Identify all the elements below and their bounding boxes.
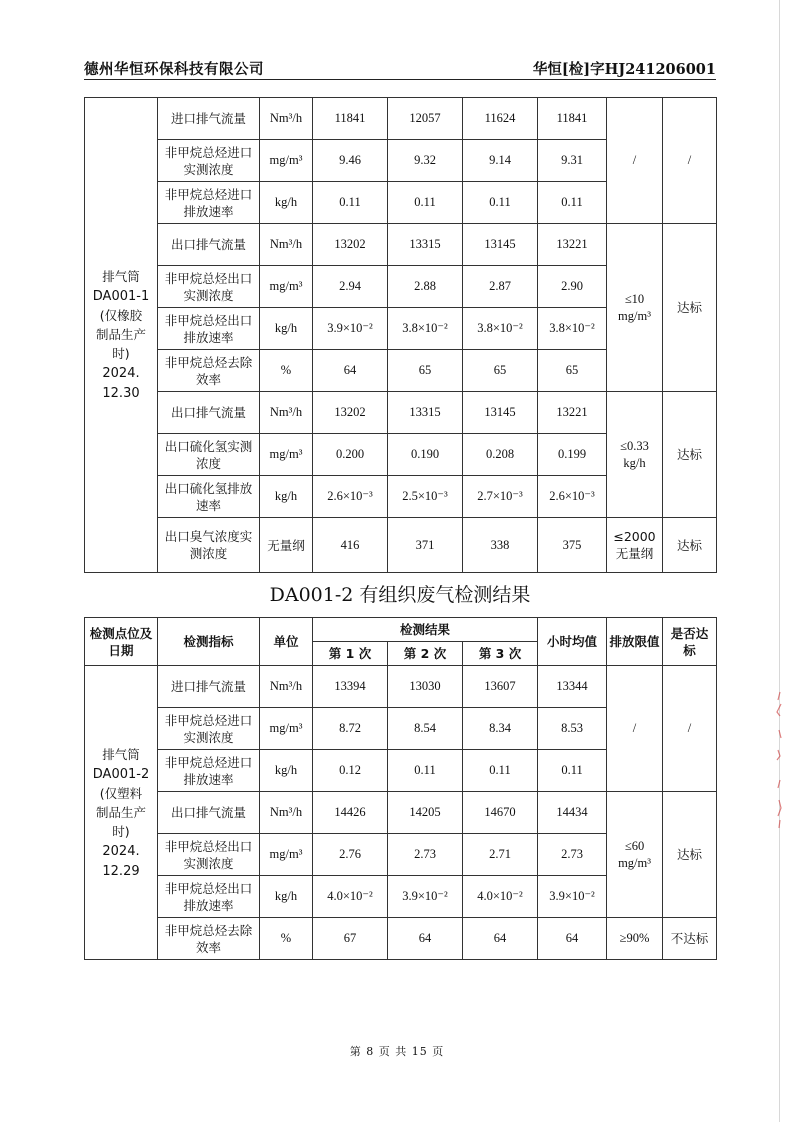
average-cell: 13344 (538, 666, 607, 708)
run3-cell: 0.11 (463, 182, 538, 224)
average-cell: 2.6×10⁻³ (538, 476, 607, 518)
company-name: 德州华恒环保科技有限公司 (84, 61, 264, 78)
run3-cell: 3.8×10⁻² (463, 308, 538, 350)
run1-cell: 3.9×10⁻² (313, 308, 388, 350)
red-ink-mark (772, 690, 786, 830)
run3-cell: 13145 (463, 392, 538, 434)
run3-cell: 0.11 (463, 750, 538, 792)
run3-cell: 338 (463, 518, 538, 573)
run2-cell: 0.11 (388, 182, 463, 224)
run1-cell: 0.12 (313, 750, 388, 792)
run3-cell: 13145 (463, 224, 538, 266)
header-compliant: 是否达标 (663, 618, 717, 666)
average-cell: 0.11 (538, 750, 607, 792)
run3-cell: 14670 (463, 792, 538, 834)
limit-cell: / (607, 98, 663, 224)
unit-cell: kg/h (260, 182, 313, 224)
point-line: 排气筒 (102, 269, 140, 284)
run2-cell: 13030 (388, 666, 463, 708)
limit-cell: ≤60 mg/m³ (607, 792, 663, 918)
run3-cell: 2.7×10⁻³ (463, 476, 538, 518)
run1-cell: 14426 (313, 792, 388, 834)
run3-cell: 4.0×10⁻² (463, 876, 538, 918)
compliance-cell: 达标 (663, 392, 717, 518)
average-cell: 9.31 (538, 140, 607, 182)
header-row (85, 618, 717, 642)
header-run2: 第 2 次 (388, 642, 463, 666)
point-line: 制品生产 (95, 804, 146, 820)
unit-cell: % (260, 918, 313, 960)
point-line: 时) (112, 823, 130, 839)
run3-cell: 11624 (463, 98, 538, 140)
point-line: 2024. (102, 843, 140, 859)
run3-cell: 8.34 (463, 708, 538, 750)
compliance-cell: 不达标 (663, 918, 717, 960)
unit-cell: mg/m³ (260, 266, 313, 308)
run2-cell: 0.190 (388, 434, 463, 476)
run1-cell: 0.200 (313, 434, 388, 476)
run2-cell: 2.88 (388, 266, 463, 308)
header-limit: 排放限值 (607, 618, 663, 666)
table-row (85, 792, 717, 834)
indicator-cell: 进口排气流量 (158, 666, 260, 708)
average-cell: 2.73 (538, 834, 607, 876)
run1-cell: 2.76 (313, 834, 388, 876)
indicator-cell: 非甲烷总烃进口排放速率 (158, 750, 260, 792)
table-row (85, 918, 717, 960)
point-line: 制品生产 (95, 327, 146, 342)
average-cell: 3.9×10⁻² (538, 876, 607, 918)
run2-cell: 9.32 (388, 140, 463, 182)
run1-cell: 13202 (313, 392, 388, 434)
run1-cell: 64 (313, 350, 388, 392)
unit-cell: kg/h (260, 308, 313, 350)
run1-cell: 9.46 (313, 140, 388, 182)
run2-cell: 2.73 (388, 834, 463, 876)
average-cell: 11841 (538, 98, 607, 140)
run1-cell: 11841 (313, 98, 388, 140)
unit-cell: mg/m³ (260, 434, 313, 476)
indicator-cell: 非甲烷总烃出口排放速率 (158, 876, 260, 918)
unit-cell: kg/h (260, 476, 313, 518)
indicator-cell: 非甲烷总烃出口实测浓度 (158, 834, 260, 876)
run3-cell: 65 (463, 350, 538, 392)
header-run3: 第 3 次 (463, 642, 538, 666)
indicator-cell: 非甲烷总烃出口实测浓度 (158, 266, 260, 308)
unit-cell: Nm³/h (260, 392, 313, 434)
run3-cell: 13607 (463, 666, 538, 708)
point-line: DA001-1 (92, 289, 150, 304)
indicator-cell: 非甲烷总烃去除效率 (158, 918, 260, 960)
indicator-cell: 非甲烷总烃进口排放速率 (158, 182, 260, 224)
run2-cell: 0.11 (388, 750, 463, 792)
table-row (85, 518, 717, 573)
average-cell: 13221 (538, 392, 607, 434)
indicator-cell: 非甲烷总烃去除效率 (158, 350, 260, 392)
limit-cell: / (607, 666, 663, 792)
run2-cell: 3.8×10⁻² (388, 308, 463, 350)
table-row (85, 666, 717, 708)
indicator-cell: 非甲烷总烃出口排放速率 (158, 308, 260, 350)
unit-cell: kg/h (260, 876, 313, 918)
average-cell: 14434 (538, 792, 607, 834)
indicator-cell: 非甲烷总烃进口实测浓度 (158, 708, 260, 750)
indicator-cell: 非甲烷总烃进口实测浓度 (158, 140, 260, 182)
run1-cell: 8.72 (313, 708, 388, 750)
header-rule (84, 79, 716, 80)
indicator-cell: 出口硫化氢排放速率 (158, 476, 260, 518)
page-footer: 第 8 页 共 15 页 (349, 1045, 445, 1058)
limit-cell: ≥90% (607, 918, 663, 960)
unit-cell: 无量纲 (260, 518, 313, 573)
point-line: (仅塑料 (99, 785, 143, 801)
point-line: (仅橡胶 (99, 308, 143, 323)
compliance-cell: 达标 (663, 518, 717, 573)
run1-cell: 2.6×10⁻³ (313, 476, 388, 518)
header-unit: 单位 (260, 618, 313, 666)
limit-cell: ≤0.33 kg/h (607, 392, 663, 518)
table-row (85, 392, 717, 434)
run1-cell: 13394 (313, 666, 388, 708)
run2-cell: 13315 (388, 392, 463, 434)
unit-cell: Nm³/h (260, 792, 313, 834)
point-line: 时) (112, 346, 130, 361)
page-header (84, 58, 716, 80)
unit-cell: kg/h (260, 750, 313, 792)
indicator-cell: 出口排气流量 (158, 792, 260, 834)
average-cell: 2.90 (538, 266, 607, 308)
table-row (85, 224, 717, 266)
run2-cell: 3.9×10⁻² (388, 876, 463, 918)
unit-cell: mg/m³ (260, 708, 313, 750)
run1-cell: 2.94 (313, 266, 388, 308)
compliance-cell: 达标 (663, 224, 717, 392)
unit-cell: mg/m³ (260, 834, 313, 876)
unit-cell: Nm³/h (260, 98, 313, 140)
run1-cell: 13202 (313, 224, 388, 266)
indicator-cell: 出口排气流量 (158, 392, 260, 434)
header-results: 检测结果 (313, 618, 538, 642)
run2-cell: 2.5×10⁻³ (388, 476, 463, 518)
run2-cell: 13315 (388, 224, 463, 266)
run1-cell: 67 (313, 918, 388, 960)
point-line: 12.30 (102, 386, 140, 401)
point-line: DA001-2 (92, 766, 150, 782)
run2-cell: 65 (388, 350, 463, 392)
run3-cell: 64 (463, 918, 538, 960)
section-title: DA001-2 有组织废气检测结果 (269, 584, 531, 606)
unit-cell: Nm³/h (260, 666, 313, 708)
header-point: 检测点位及日期 (85, 618, 158, 666)
run2-cell: 14205 (388, 792, 463, 834)
average-cell: 8.53 (538, 708, 607, 750)
sampling-point-cell (85, 666, 158, 960)
limit-cell: ≤10 mg/m³ (607, 224, 663, 392)
indicator-cell: 进口排气流量 (158, 98, 260, 140)
compliance-cell: 达标 (663, 792, 717, 918)
unit-cell: Nm³/h (260, 224, 313, 266)
run1-cell: 4.0×10⁻² (313, 876, 388, 918)
unit-cell: % (260, 350, 313, 392)
run2-cell: 12057 (388, 98, 463, 140)
average-cell: 0.199 (538, 434, 607, 476)
header-run1: 第 1 次 (313, 642, 388, 666)
run3-cell: 0.208 (463, 434, 538, 476)
header-indicator: 检测指标 (158, 618, 260, 666)
compliance-cell: / (663, 666, 717, 792)
compliance-cell: / (663, 98, 717, 224)
point-line: 12.29 (102, 863, 140, 879)
average-cell: 13221 (538, 224, 607, 266)
average-cell: 375 (538, 518, 607, 573)
run2-cell: 8.54 (388, 708, 463, 750)
report-number: 华恒[检]字HJ241206001 (532, 61, 716, 78)
limit-cell: ≤2000 无量纲 (607, 518, 663, 573)
da001-1-results-table (84, 97, 717, 573)
run2-cell: 64 (388, 918, 463, 960)
unit-cell: mg/m³ (260, 140, 313, 182)
run3-cell: 2.87 (463, 266, 538, 308)
average-cell: 65 (538, 350, 607, 392)
run2-cell: 371 (388, 518, 463, 573)
sampling-point-cell (85, 98, 158, 573)
da001-2-results-table (84, 617, 717, 960)
run1-cell: 416 (313, 518, 388, 573)
indicator-cell: 出口排气流量 (158, 224, 260, 266)
table-row (85, 98, 717, 140)
average-cell: 64 (538, 918, 607, 960)
indicator-cell: 出口硫化氢实测浓度 (158, 434, 260, 476)
average-cell: 3.8×10⁻² (538, 308, 607, 350)
header-hourly-average: 小时均值 (538, 618, 607, 666)
run3-cell: 2.71 (463, 834, 538, 876)
page-edge-line (779, 0, 780, 1122)
average-cell: 0.11 (538, 182, 607, 224)
point-line: 2024. (102, 366, 140, 381)
run1-cell: 0.11 (313, 182, 388, 224)
point-line: 排气筒 (102, 746, 140, 762)
indicator-cell: 出口臭气浓度实测浓度 (158, 518, 260, 573)
run3-cell: 9.14 (463, 140, 538, 182)
